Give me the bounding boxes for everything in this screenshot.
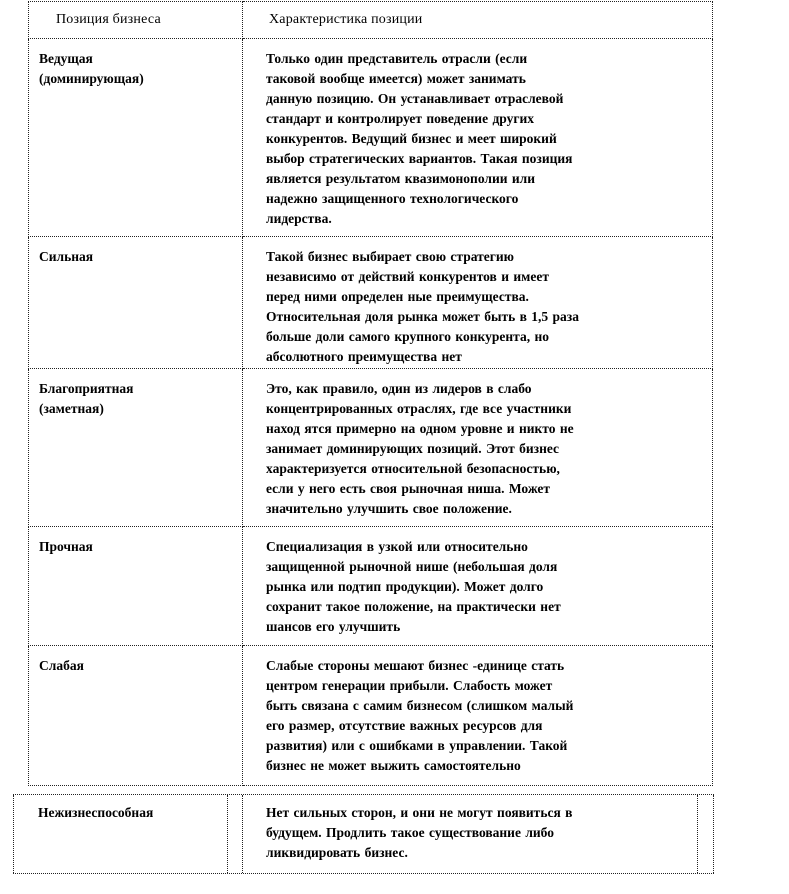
header-position bbox=[29, 2, 243, 39]
position-characteristic: Нет сильных сторон, и они не могут появиться в будущем. Продлить такое существование либо ликвидировать бизнес. bbox=[266, 805, 573, 860]
header-position-label: Позиция бизнеса bbox=[56, 12, 161, 27]
cell-border bbox=[713, 795, 714, 873]
cell-border bbox=[242, 795, 243, 873]
header-characteristic-label: Характеристика позиции bbox=[269, 12, 423, 27]
table-row bbox=[29, 527, 713, 646]
business-position-table bbox=[28, 1, 713, 786]
characteristic-cell bbox=[243, 369, 713, 527]
position-characteristic: Такой бизнес выбирает свою стратегию независимо от действий конкурентов и имеет перед ними определен ные преимущества. Относительная доля рынка может быть в 1,5 раза больше доли самого крупного конкурента, но абсолютного преимущества нет bbox=[266, 249, 579, 364]
position-characteristic: Это, как правило, один из лидеров в слабо концентрированных отраслях, где все участники наход ятся примерно на одном уровне и никто не занимает доминирующих позиций. Этот бизнес характеризуется относительной безопасностью, если у него есть своя рыночная ниша. Может значительно улучшить свое положение. bbox=[266, 381, 574, 516]
characteristic-cell bbox=[243, 646, 713, 786]
position-name: Сильная bbox=[39, 249, 94, 264]
table-row bbox=[29, 646, 713, 786]
position-cell bbox=[29, 39, 243, 237]
table-row bbox=[29, 237, 713, 369]
position-characteristic: Только один представитель отрасли (если таковой вообще имеется) может занимать данную позицию. Он устанавливает отраслевой стандарт и контролирует поведение других конкурентов. Ведущий бизнес и меет широкий выбор стратегических вариантов. Такая позиция является результатом квазимонополии или надежно защищенного технологического лидерства. bbox=[266, 51, 573, 226]
position-cell bbox=[29, 237, 243, 369]
table-row bbox=[29, 39, 713, 237]
characteristic-cell bbox=[243, 527, 713, 646]
characteristic-cell bbox=[243, 237, 713, 369]
table-row bbox=[29, 369, 713, 527]
position-name: Слабая bbox=[39, 658, 84, 673]
position-cell bbox=[29, 369, 243, 527]
position-name: Ведущая (доминирующая) bbox=[39, 51, 144, 86]
table-header-row bbox=[29, 2, 713, 39]
position-characteristic: Слабые стороны мешают бизнес -единице стать центром генерации прибыли. Слабость может быть связана с самим бизнесом (слишком малый его размер, отсутствие важных ресурсов для развития) или с ошибками в управлении. Такой бизнес не может выжить самостоятельно bbox=[266, 658, 574, 773]
position-name: Нежизнеспособная bbox=[38, 805, 154, 820]
position-characteristic: Специализация в узкой или относительно защищенной рыночной нише (небольшая доля рынка или подтип продукции). Может долго сохранит такое положение, на практически нет шансов его улучшить bbox=[266, 539, 561, 634]
characteristic-cell bbox=[243, 39, 713, 237]
header-characteristic bbox=[243, 2, 713, 39]
position-name: Прочная bbox=[39, 539, 93, 554]
position-cell bbox=[29, 527, 243, 646]
table-row-last bbox=[13, 794, 714, 874]
position-name: Благоприятная (заметная) bbox=[39, 381, 134, 416]
position-cell bbox=[29, 646, 243, 786]
cell-border bbox=[697, 795, 698, 873]
cell-border bbox=[13, 795, 14, 873]
cell-border bbox=[227, 795, 228, 873]
